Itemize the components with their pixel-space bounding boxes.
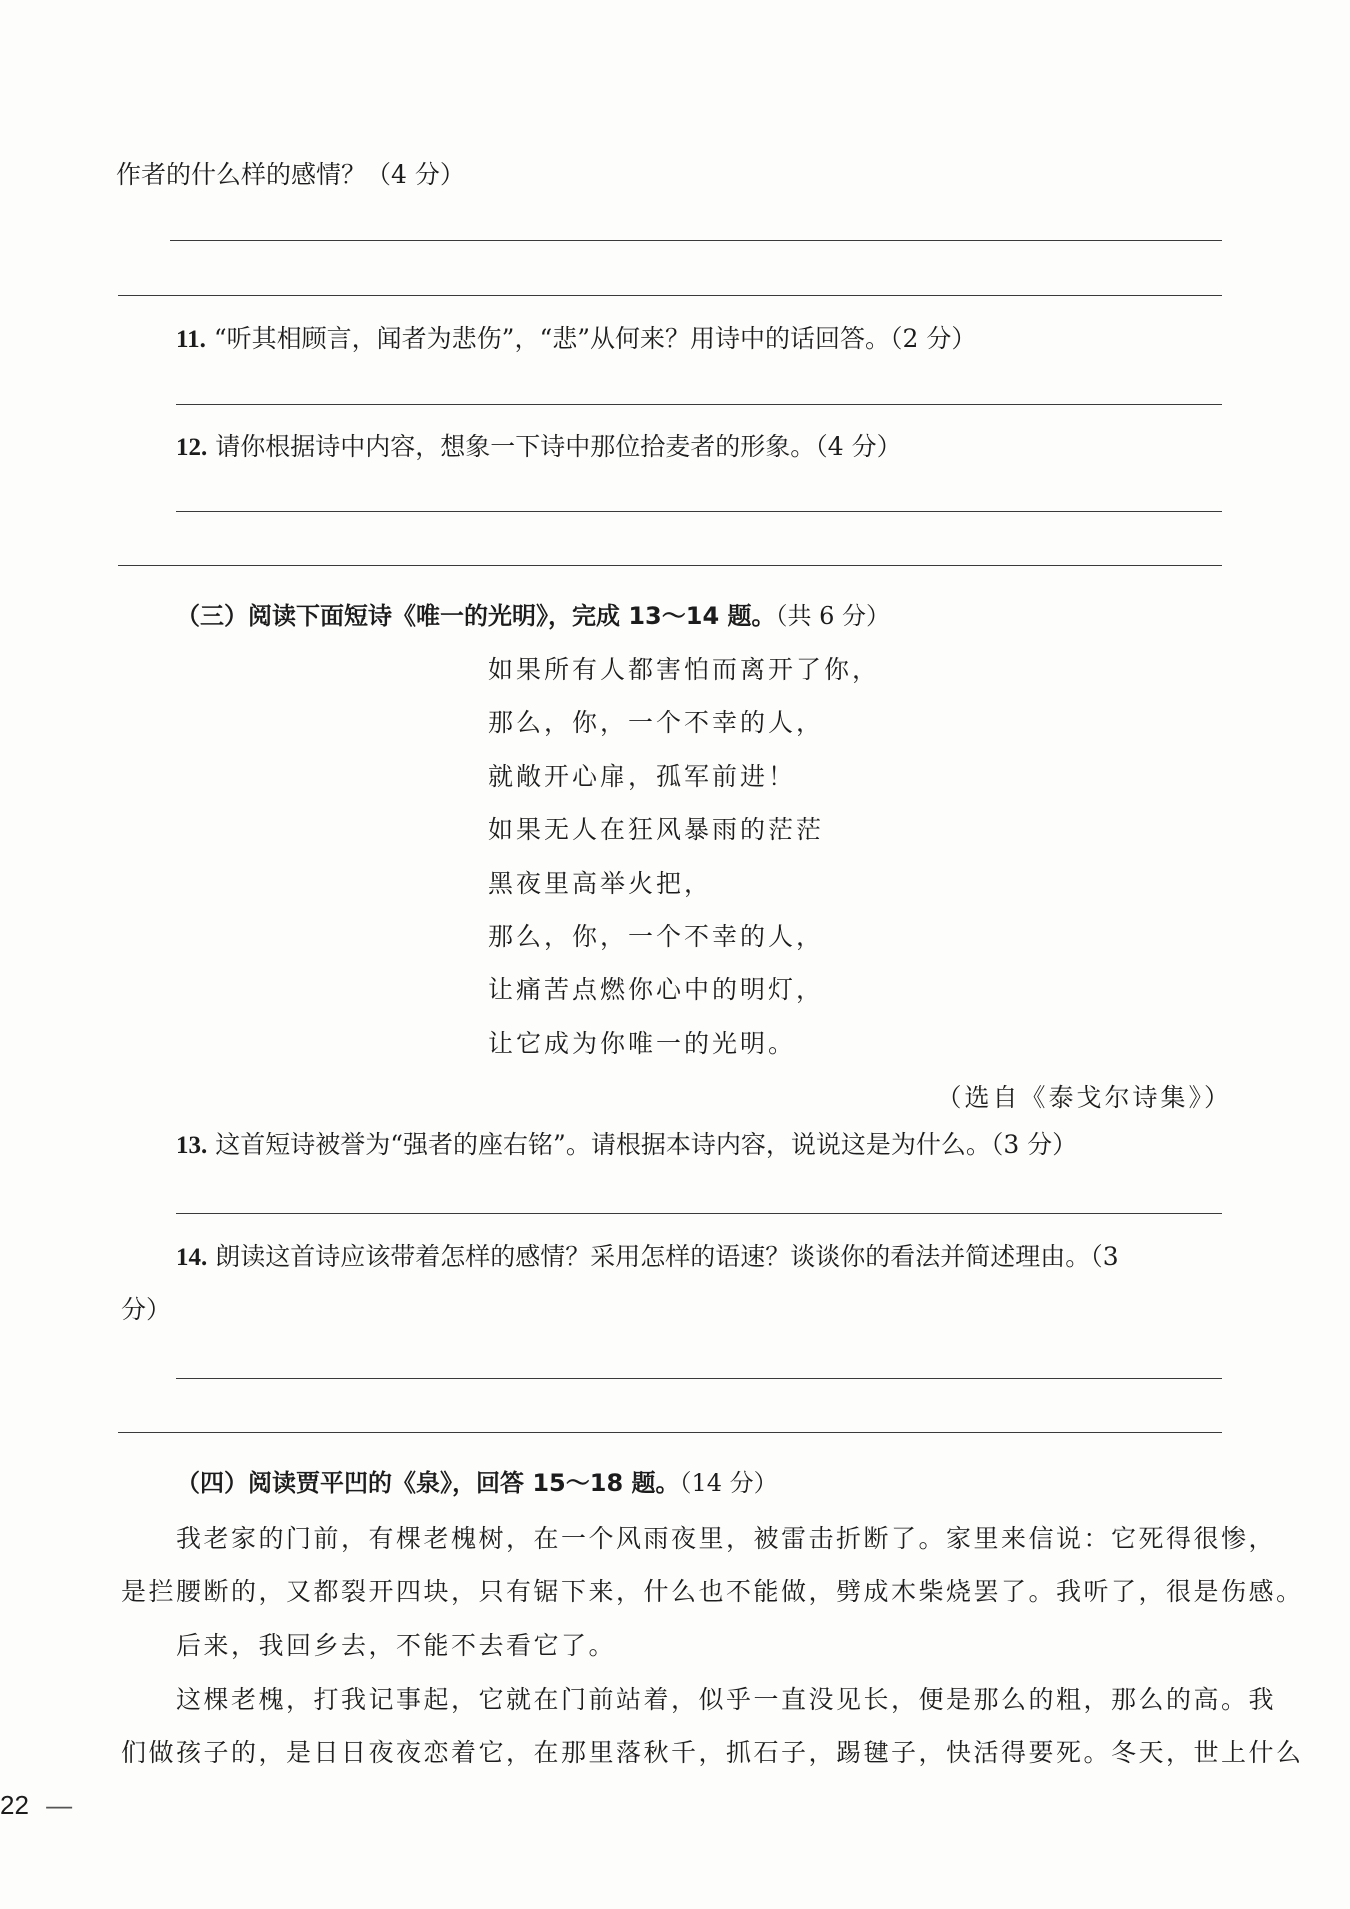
- section-score: （共 6 分）: [775, 602, 891, 630]
- answer-line[interactable]: [118, 565, 1222, 566]
- question-number: 13.: [176, 1132, 208, 1159]
- poem-source: （选自《泰戈尔诗集》）: [936, 1083, 1232, 1112]
- answer-line[interactable]: [176, 404, 1222, 405]
- poem-line: 如果所有人都害怕而离开了你，: [488, 655, 881, 684]
- page-number: [0, 1790, 72, 1821]
- answer-line[interactable]: [176, 1378, 1222, 1379]
- poem-line: 让痛苦点燃你心中的明灯，: [488, 975, 825, 1004]
- question-text: “听其相顾言，闻者为悲伤”，“悲”从何来？用诗中的话回答。（2 分）: [213, 324, 977, 353]
- poem-line: 那么，你，一个不幸的人，: [488, 708, 825, 737]
- passage-line: 们做孩子的，是日日夜夜恋着它，在那里落秋千，抓石子，踢毽子，快活得要死。冬天，世上什么: [121, 1738, 1304, 1767]
- answer-line[interactable]: [176, 1213, 1222, 1214]
- poem-line: 那么，你，一个不幸的人，: [488, 922, 825, 951]
- passage-line: 后来，我回乡去，不能不去看它了。: [176, 1631, 617, 1660]
- section-title: （四）阅读贾平凹的《泉》，回答 15～18 题。: [176, 1469, 680, 1497]
- poem-line: 让它成为你唯一的光明。: [488, 1029, 797, 1058]
- q10-tail: 作者的什么样的感情？（4 分）: [116, 160, 465, 189]
- poem-line: 如果无人在狂风暴雨的茫茫: [488, 815, 825, 844]
- section-title: （三）阅读下面短诗《唯一的光明》，完成 13～14 题。: [176, 602, 776, 630]
- passage-line: 是拦腰断的，又都裂开四块，只有锯下来，什么也不能做，劈成木柴烧罢了。我听了，很是伤感。: [121, 1577, 1304, 1606]
- question-14: [176, 1244, 1119, 1270]
- section-4-heading: [176, 1463, 778, 1498]
- question-14-continuation: 分）: [121, 1295, 172, 1324]
- question-text: 这首短诗被誉为“强者的座右铭”。请根据本诗内容，说说这是为什么。（3 分）: [215, 1130, 1078, 1159]
- poem-line: 就敞开心扉，孤军前进！: [488, 762, 797, 791]
- question-11: [176, 326, 976, 352]
- question-number: 14.: [176, 1244, 208, 1271]
- answer-line[interactable]: [118, 1432, 1222, 1433]
- poem-line: 黑夜里高举火把，: [488, 869, 713, 898]
- question-number: 12.: [176, 434, 208, 461]
- section-score: （14 分）: [679, 1469, 778, 1497]
- passage-line: 我老家的门前，有棵老槐树，在一个风雨夜里，被雷击折断了。家里来信说：它死得很惨，: [176, 1524, 1277, 1553]
- question-13: [176, 1132, 1077, 1158]
- page-number-value: 22: [0, 1790, 29, 1820]
- question-number: 11.: [176, 326, 206, 353]
- answer-line[interactable]: [176, 511, 1222, 512]
- question-text: 朗读这首诗应该带着怎样的感情？采用怎样的语速？谈谈你的看法并简述理由。（3: [215, 1242, 1119, 1271]
- question-12: [176, 434, 902, 460]
- answer-line[interactable]: [170, 240, 1222, 241]
- question-text: 请你根据诗中内容，想象一下诗中那位拾麦者的形象。（4 分）: [215, 432, 902, 461]
- section-3-heading: [176, 596, 890, 631]
- passage-line: 这棵老槐，打我记事起，它就在门前站着，似乎一直没见长，便是那么的粗，那么的高。我: [176, 1685, 1277, 1714]
- page-number-dash: —: [46, 1790, 73, 1820]
- answer-line[interactable]: [118, 295, 1222, 296]
